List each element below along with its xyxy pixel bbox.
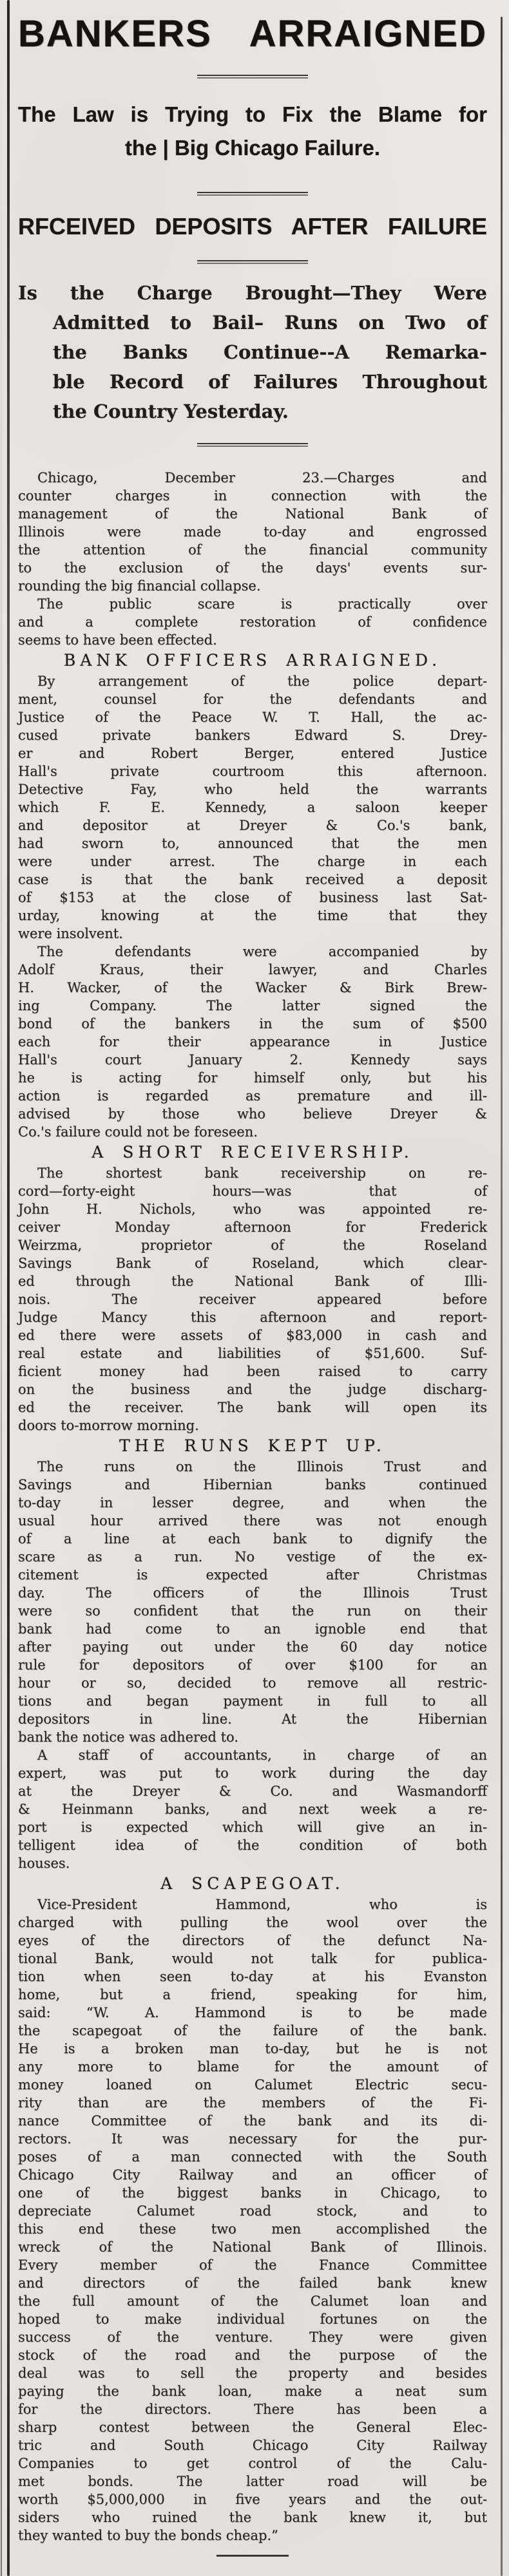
text-line: the Banks Continue--A Remarka- <box>53 341 487 363</box>
text-line: worth $5,000,000 in five years and the out- <box>18 2492 487 2507</box>
text-line: Vice-President Hammond, who is <box>37 1897 487 1912</box>
text-line: wreck of the National Bank of Illinois. <box>18 2239 487 2255</box>
text-line: By arrangement of the police depart- <box>37 673 487 689</box>
text-line: eyes of the directors of the defunct Na- <box>18 1933 487 1948</box>
text-line: Savings and Hibernian banks continued <box>18 1477 487 1492</box>
text-line: paying the bank loan, make a neat sum <box>18 2383 487 2399</box>
text-line: were so confident that the run on their <box>18 1603 487 1619</box>
text-line: hoped to make individual fortunes on the <box>18 2311 487 2327</box>
subhead <box>18 98 487 165</box>
text-line: money loaned on Calumet Electric secu- <box>18 2077 487 2092</box>
text-line: doors to-morrow morning. <box>18 1418 199 1433</box>
text-line: of a line at each bank to dignify the <box>18 1531 487 1547</box>
text-line: management of the National Bank of <box>18 506 487 522</box>
text-line: after paying out under the 60 day notice <box>18 1639 487 1655</box>
text-line: case is that the bank received a deposit <box>18 872 487 887</box>
section-divider <box>197 260 308 264</box>
text-line: port is expected which will give an in- <box>18 1819 487 1835</box>
text-line: they wanted to buy the bonds cheap.” <box>18 2528 278 2543</box>
text-line: for the directors. There has been a <box>18 2402 487 2417</box>
text-line: ceiver Monday afternoon for Frederick <box>18 1219 487 1235</box>
text-line: at the Dreyer & Co. and Wasmandorff <box>18 1783 487 1799</box>
headline: BANKERS ARRAIGNED <box>18 13 487 55</box>
text-line: ble Record of Failures Throughout <box>53 371 487 393</box>
text-line: ed the receiver. The bank will open its <box>18 1400 487 1415</box>
text-line: he is acting for himself only, but his <box>18 1070 487 1086</box>
paragraph <box>18 672 487 943</box>
text-line: Savings Bank of Roseland, which clear- <box>18 1255 487 1271</box>
text-line: Admitted to Bail– Runs on Two of <box>53 312 487 334</box>
paragraph <box>18 469 487 595</box>
text-line: stock of the road and the purpose of the <box>18 2347 487 2363</box>
text-line: He is a broken man to-day, but he is not <box>18 2041 487 2056</box>
text-line: ed there were assets of $83,000 in cash and <box>18 1328 487 1343</box>
text-line: tional Bank, would not talk for publica- <box>18 1951 487 1966</box>
text-line: tion when seen to-day at his Evanston <box>18 1969 487 1984</box>
text-line: cord—forty-eight hours—was that of <box>18 1183 487 1199</box>
text-line: tric and South Chicago City Railway <box>18 2438 487 2453</box>
text-line: were under arrest. The charge in each <box>18 854 487 869</box>
text-line: siders who ruined the bank knew it, but <box>18 2510 487 2525</box>
paragraph <box>18 1746 487 1872</box>
paragraph <box>18 1458 487 1746</box>
text-line: and a complete restoration of confidence <box>18 614 487 630</box>
subhead-line: the | Big Chicago Failure. <box>124 136 381 160</box>
paragraph <box>18 1895 487 2544</box>
text-line: success of the venture. They were given <box>18 2329 487 2345</box>
text-line: one of the biggest banks in Chicago, to <box>18 2185 487 2201</box>
paragraph <box>18 595 487 649</box>
text-line: Chicago, December 23.—Charges and <box>37 470 487 485</box>
article-body <box>18 469 487 2544</box>
text-line: er and Robert Berger, entered Justice <box>18 746 487 761</box>
text-line: the Country Yesterday. <box>53 400 289 422</box>
text-line: any more to blame for the amount of <box>18 2059 487 2074</box>
text-line: tions and began payment in full to all <box>18 1693 487 1709</box>
text-line: cused private bankers Edward S. Drey- <box>18 728 487 743</box>
text-line: John H. Nichols, who was appointed re- <box>18 1201 487 1217</box>
text-line: houses. <box>18 1856 70 1871</box>
text-line: citement is expected after Christmas <box>18 1567 487 1583</box>
text-line: bond of the bankers in the sum of $500 <box>18 1016 487 1031</box>
text-line: scare as a run. No vestige of the ex- <box>18 1549 487 1565</box>
text-line: bank the notice was adhered to. <box>18 1729 238 1745</box>
text-line: ing Company. The latter signed the <box>18 998 487 1013</box>
text-line: deal was to sell the property and besides <box>18 2365 487 2381</box>
text-line: Illinois were made to-day and engrossed <box>18 524 487 540</box>
text-line: rounding the big financial collapse. <box>18 578 261 594</box>
text-line: each for their appearance in Justice <box>18 1034 487 1049</box>
text-line: home, but a friend, speaking for him, <box>18 1987 487 2002</box>
text-line: sharp contest between the General Elec- <box>18 2420 487 2435</box>
text-line: charged with pulling the wool over the <box>18 1915 487 1930</box>
text-line: telligent idea of the condition of both <box>18 1838 487 1853</box>
end-divider <box>216 2555 289 2558</box>
section-divider <box>197 75 308 79</box>
text-line: depreciate Calumet road stock, and to <box>18 2203 487 2219</box>
text-line: counter charges in connection with the <box>18 488 487 503</box>
text-line: H. Wacker, of the Wacker & Birk Brew- <box>18 980 487 995</box>
article-column <box>18 12 487 2558</box>
text-line: The public scare is practically over <box>37 596 487 612</box>
text-line: Hall's court January 2. Kennedy says <box>18 1052 487 1067</box>
text-line: Judge Mancy this afternoon and report- <box>18 1310 487 1325</box>
text-line: had sworn to, announced that the men <box>18 836 487 851</box>
text-line: Adolf Kraus, their lawyer, and Charles <box>18 962 487 977</box>
text-line: and directors of the failed bank knew <box>18 2275 487 2291</box>
column-rule-left-faint <box>1 0 2 2576</box>
column-rule-left <box>7 0 10 2576</box>
text-line: Every member of the Fnance Committee <box>18 2257 487 2273</box>
text-line: hour or so, decided to remove all restric- <box>18 1675 487 1691</box>
section-heading: A SCAPEGOAT. <box>160 1874 345 1893</box>
section-divider <box>197 192 308 196</box>
text-line: on the business and the judge discharg- <box>18 1382 487 1397</box>
text-line: poses of a man connected with the South <box>18 2149 487 2165</box>
text-line: the scapegoat of the failure of the bank. <box>18 2023 487 2038</box>
text-line: Weirzma, proprietor of the Roseland <box>18 1237 487 1253</box>
text-line: A staff of accountants, in charge of an <box>37 1747 487 1763</box>
text-line: said: “W. A. Hammond is to be made <box>18 2005 487 2020</box>
text-line: The defendants were accompanied by <box>37 944 487 959</box>
text-line: ment, counsel for the defendants and <box>18 691 487 707</box>
text-line: & Heinmann banks, and next week a re- <box>18 1801 487 1817</box>
text-line: usual hour arrived there was not enough <box>18 1513 487 1528</box>
text-line: The shortest bank receivership on re- <box>37 1165 487 1181</box>
section-heading: THE RUNS KEPT UP. <box>119 1436 386 1455</box>
section-heading: A SHORT RECEIVERSHIP. <box>91 1143 414 1161</box>
text-line: day. The officers of the Illinois Trust <box>18 1585 487 1601</box>
column-rule-right <box>501 17 503 2576</box>
text-line: rectors. It was necessary for the pur- <box>18 2131 487 2147</box>
text-line: and depositor at Dreyer & Co.'s bank, <box>18 818 487 833</box>
text-line: the full amount of the Calumet loan and <box>18 2293 487 2309</box>
text-line: to the exclusion of the days' events sur- <box>18 560 487 576</box>
text-line: rule for depositors of over $100 for an <box>18 1657 487 1673</box>
text-line: rity than are the members of the Fi- <box>18 2095 487 2111</box>
text-line: nois. The receiver appeared before <box>18 1292 487 1307</box>
text-line: Is the Charge Brought—They Were <box>18 282 487 304</box>
text-line: The runs on the Illinois Trust and <box>37 1459 487 1474</box>
text-line: urday, knowing at the time that they <box>18 908 487 923</box>
text-line: Hall's private courtroom this afternoon. <box>18 764 487 779</box>
text-line: met bonds. The latter road will be <box>18 2474 487 2489</box>
text-line: Chicago City Railway and an officer of <box>18 2167 487 2183</box>
text-line: of $153 at the close of business last Sat- <box>18 890 487 905</box>
text-line: this end these two men accomplished the <box>18 2221 487 2237</box>
text-line: the attention of the financial community <box>18 542 487 558</box>
section-heading: BANK OFFICERS ARRAIGNED. <box>63 651 442 670</box>
text-line: Justice of the Peace W. T. Hall, the ac- <box>18 710 487 725</box>
text-line: Detective Fay, who held the warrants <box>18 782 487 797</box>
paragraph <box>18 1164 487 1434</box>
text-line: Companies to get control of the Calu- <box>18 2456 487 2471</box>
deposits-headline: RFCEIVED DEPOSITS AFTER FAILURE <box>18 213 487 240</box>
text-line: expert, was put to work during the day <box>18 1765 487 1781</box>
text-line: seems to have been effected. <box>18 632 217 648</box>
text-line: action is regarded as premature and ill- <box>18 1088 487 1104</box>
section-divider <box>197 443 308 447</box>
text-line: Co.'s failure could not be foreseen. <box>18 1124 258 1140</box>
subhead-line: The Law is Trying to Fix the Blame for <box>18 102 487 126</box>
text-line: were insolvent. <box>18 926 123 941</box>
text-line: real estate and liabilities of $51,600. Suf- <box>18 1346 487 1361</box>
text-line: ed through the National Bank of Illi- <box>18 1274 487 1289</box>
deck-summary <box>18 278 487 426</box>
text-line: which F. E. Kennedy, a saloon keeper <box>18 800 487 815</box>
text-line: nance Committee of the bank and its di- <box>18 2113 487 2129</box>
text-line: depositors in line. At the Hibernian <box>18 1711 487 1727</box>
text-line: to-day in lesser degree, and when the <box>18 1495 487 1510</box>
text-line: bank had come to an ignoble end that <box>18 1621 487 1637</box>
paragraph <box>18 943 487 1141</box>
text-line: ficient money had been raised to carry <box>18 1364 487 1379</box>
text-line: advised by those who believe Dreyer & <box>18 1106 487 1122</box>
